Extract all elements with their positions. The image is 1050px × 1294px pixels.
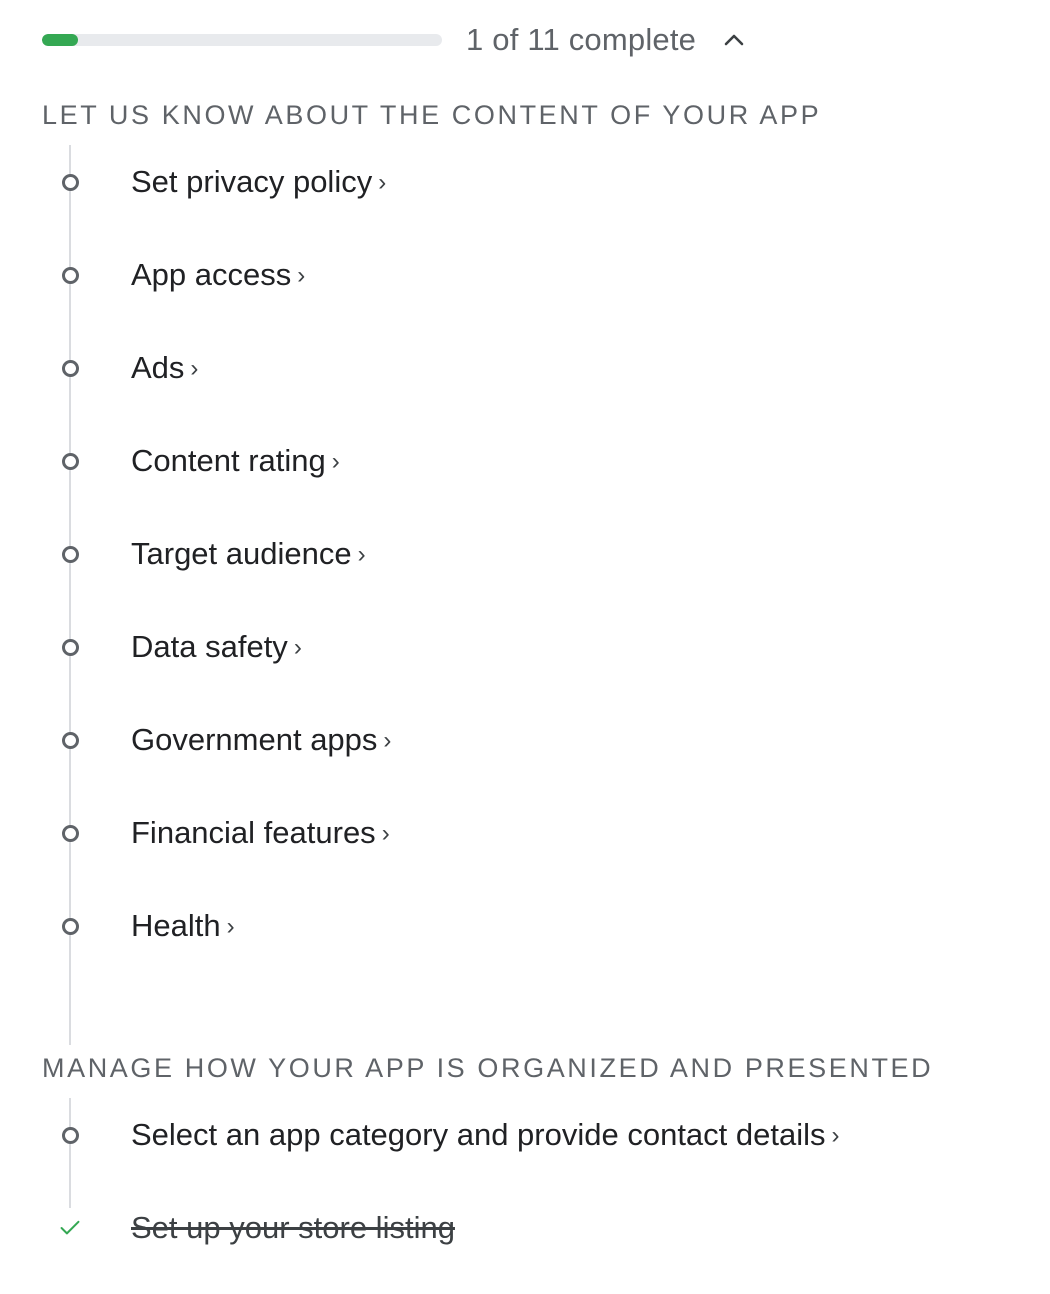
chevron-right-icon: › (357, 541, 366, 568)
pending-ring-icon (60, 265, 80, 285)
task-financial-features[interactable] (0, 808, 1000, 858)
chevron-right-icon: › (331, 448, 340, 475)
task-data-safety[interactable] (0, 622, 1000, 672)
task-content-rating[interactable] (0, 436, 1000, 486)
progress-header (42, 18, 750, 62)
chevron-right-icon: › (378, 169, 387, 196)
pending-ring-icon (60, 637, 80, 657)
task-label: Data safety (131, 629, 288, 664)
chevron-right-icon: › (381, 820, 390, 847)
chevron-right-icon: › (190, 355, 199, 382)
chevron-right-icon: › (293, 634, 302, 661)
pending-ring-icon (60, 823, 80, 843)
task-label: Set privacy policy (131, 164, 373, 199)
task-label: Content rating (131, 443, 326, 478)
task-health[interactable] (0, 901, 1000, 951)
section-header-content: LET US KNOW ABOUT THE CONTENT OF YOUR APP (42, 100, 822, 130)
task-label: Government apps (131, 722, 378, 757)
task-label: Target audience (131, 536, 352, 571)
section-header-organize: MANAGE HOW YOUR APP IS ORGANIZED AND PRESENTED (42, 1053, 934, 1083)
chevron-right-icon: › (297, 262, 306, 289)
chevron-right-icon: › (383, 727, 392, 754)
task-target-audience[interactable] (0, 529, 1000, 579)
chevron-right-icon: › (831, 1122, 840, 1149)
pending-ring-icon (60, 358, 80, 378)
pending-ring-icon (60, 544, 80, 564)
progress-label: 1 of 11 complete (466, 22, 697, 57)
pending-ring-icon (60, 172, 80, 192)
check-icon (60, 1218, 80, 1238)
task-app-access[interactable] (0, 250, 1000, 300)
progress-bar (42, 34, 442, 46)
pending-ring-icon (60, 1125, 80, 1145)
task-label: Select an app category and provide contact details (131, 1117, 826, 1152)
task-label: Ads (131, 350, 185, 385)
progress-fill (42, 34, 78, 46)
task-label: Set up your store listing (131, 1210, 455, 1245)
collapse-button[interactable] (718, 24, 750, 56)
task-ads[interactable] (0, 343, 1000, 393)
pending-ring-icon (60, 916, 80, 936)
pending-ring-icon (60, 730, 80, 750)
chevron-up-icon (723, 33, 745, 47)
task-government-apps[interactable] (0, 715, 1000, 765)
task-store-listing[interactable] (0, 1203, 1000, 1253)
task-label: Financial features (131, 815, 376, 850)
task-set-privacy-policy[interactable] (0, 157, 1000, 207)
pending-ring-icon (60, 451, 80, 471)
task-label: App access (131, 257, 292, 292)
task-label: Health (131, 908, 221, 943)
chevron-right-icon: › (226, 913, 235, 940)
task-app-category-contact[interactable] (0, 1110, 1000, 1160)
